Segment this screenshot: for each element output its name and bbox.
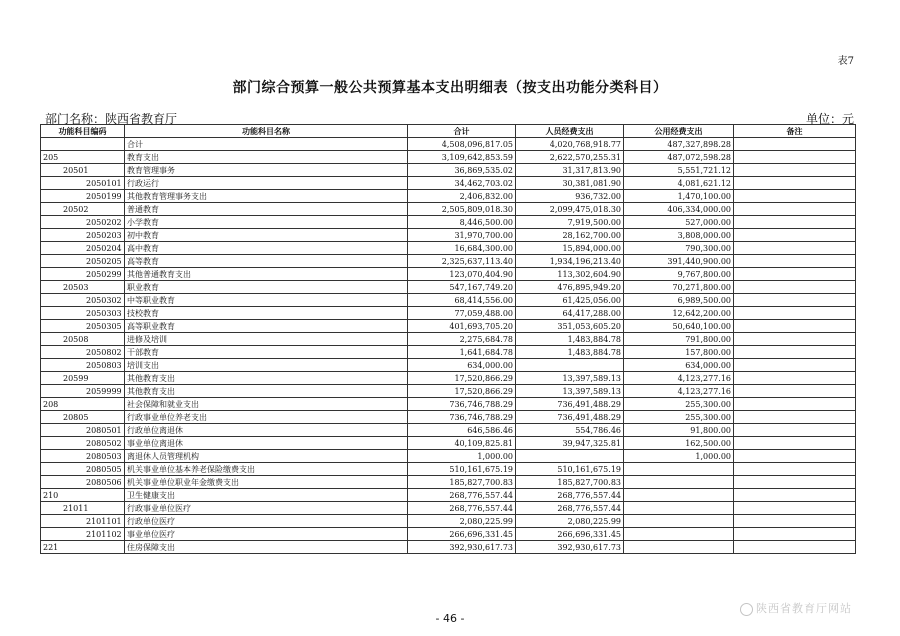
cell-total: 2,325,637,113.40: [408, 255, 516, 268]
cell-personnel: 13,397,589.13: [516, 385, 624, 398]
cell-total: 634,000.00: [408, 359, 516, 372]
cell-note: [734, 346, 856, 359]
table-row: [41, 177, 856, 190]
cell-personnel: 4,020,768,918.77: [516, 138, 624, 151]
cell-public: 3,808,000.00: [624, 229, 734, 242]
cell-total: 268,776,557.44: [408, 502, 516, 515]
cell-personnel: 13,397,589.13: [516, 372, 624, 385]
cell-personnel: 30,381,081.90: [516, 177, 624, 190]
cell-personnel: 392,930,617.73: [516, 541, 624, 554]
cell-code: 2080503: [41, 450, 125, 463]
cell-code: 2050205: [41, 255, 125, 268]
cell-total: 123,070,404.90: [408, 268, 516, 281]
header-personnel: 人员经费支出: [516, 125, 624, 138]
table-row: [41, 229, 856, 242]
header-note: 备注: [734, 125, 856, 138]
table-row: [41, 255, 856, 268]
cell-name: 住房保障支出: [125, 541, 408, 554]
cell-name: 社会保障和就业支出: [125, 398, 408, 411]
cell-personnel: 266,696,331.45: [516, 528, 624, 541]
table-row: [41, 307, 856, 320]
cell-note: [734, 411, 856, 424]
cell-code: [41, 138, 125, 151]
cell-code: 2050199: [41, 190, 125, 203]
cell-code: 20503: [41, 281, 125, 294]
cell-public: 487,072,598.28: [624, 151, 734, 164]
cell-personnel: 7,919,500.00: [516, 216, 624, 229]
cell-code: 205: [41, 151, 125, 164]
table-row: [41, 333, 856, 346]
cell-name: 普通教育: [125, 203, 408, 216]
cell-name: 高中教育: [125, 242, 408, 255]
cell-public: 162,500.00: [624, 437, 734, 450]
cell-code: 20508: [41, 333, 125, 346]
cell-code: 2050802: [41, 346, 125, 359]
cell-code: 20501: [41, 164, 125, 177]
cell-name: 卫生健康支出: [125, 489, 408, 502]
cell-personnel: 2,080,225.99: [516, 515, 624, 528]
cell-name: 职业教育: [125, 281, 408, 294]
cell-personnel: 510,161,675.19: [516, 463, 624, 476]
cell-total: 40,109,825.81: [408, 437, 516, 450]
cell-personnel: 736,491,488.29: [516, 411, 624, 424]
cell-public: [624, 476, 734, 489]
unit-label: 单位：元: [805, 112, 854, 126]
cell-public: 527,000.00: [624, 216, 734, 229]
cell-note: [734, 203, 856, 216]
cell-note: [734, 541, 856, 554]
cell-personnel: 1,483,884.78: [516, 346, 624, 359]
cell-total: 736,746,788.29: [408, 411, 516, 424]
header-name: 功能科目名称: [125, 125, 408, 138]
cell-note: [734, 502, 856, 515]
cell-total: 736,746,788.29: [408, 398, 516, 411]
cell-name: 教育支出: [125, 151, 408, 164]
header-public: 公用经费支出: [624, 125, 734, 138]
cell-name: 其他普通教育支出: [125, 268, 408, 281]
page-title: 部门综合预算一般公共预算基本支出明细表（按支出功能分类科目）: [232, 80, 668, 96]
cell-personnel: 28,162,700.00: [516, 229, 624, 242]
cell-personnel: 2,622,570,255.31: [516, 151, 624, 164]
cell-code: 20599: [41, 372, 125, 385]
cell-total: 392,930,617.73: [408, 541, 516, 554]
cell-name: 小学教育: [125, 216, 408, 229]
cell-name: 干部教育: [125, 346, 408, 359]
cell-code: 2050305: [41, 320, 125, 333]
cell-public: 4,123,277.16: [624, 385, 734, 398]
cell-total: 2,275,684.78: [408, 333, 516, 346]
cell-total: 77,059,488.00: [408, 307, 516, 320]
cell-name: 高等教育: [125, 255, 408, 268]
cell-code: 20502: [41, 203, 125, 216]
cell-total: 2,505,809,018.30: [408, 203, 516, 216]
cell-note: [734, 294, 856, 307]
cell-public: 50,640,100.00: [624, 320, 734, 333]
cell-note: [734, 437, 856, 450]
table-row: [41, 164, 856, 177]
cell-name: 进修及培训: [125, 333, 408, 346]
cell-name: 教育管理事务: [125, 164, 408, 177]
cell-total: 2,080,225.99: [408, 515, 516, 528]
cell-name: 行政单位医疗: [125, 515, 408, 528]
cell-note: [734, 398, 856, 411]
cell-note: [734, 177, 856, 190]
table-header-row: [41, 125, 856, 138]
cell-total: 36,869,535.02: [408, 164, 516, 177]
table-row: [41, 268, 856, 281]
cell-code: 2059999: [41, 385, 125, 398]
cell-note: [734, 190, 856, 203]
table-row: [41, 528, 856, 541]
table-row: [41, 411, 856, 424]
table-row: [41, 437, 856, 450]
cell-public: 487,327,898.28: [624, 138, 734, 151]
cell-note: [734, 385, 856, 398]
cell-personnel: 1,934,196,213.40: [516, 255, 624, 268]
table-row: [41, 385, 856, 398]
table-row: [41, 203, 856, 216]
cell-total: 268,776,557.44: [408, 489, 516, 502]
cell-name: 技校教育: [125, 307, 408, 320]
cell-personnel: 39,947,325.81: [516, 437, 624, 450]
cell-total: 31,970,700.00: [408, 229, 516, 242]
cell-note: [734, 476, 856, 489]
table-row: [41, 320, 856, 333]
cell-public: 1,470,100.00: [624, 190, 734, 203]
cell-name: 中等职业教育: [125, 294, 408, 307]
cell-code: 2080506: [41, 476, 125, 489]
budget-table: [40, 124, 856, 554]
table-row: [41, 216, 856, 229]
cell-name: 行政事业单位医疗: [125, 502, 408, 515]
cell-note: [734, 515, 856, 528]
table-row: [41, 398, 856, 411]
table-row: [41, 138, 856, 151]
cell-note: [734, 281, 856, 294]
cell-code: 2050202: [41, 216, 125, 229]
cell-public: [624, 541, 734, 554]
cell-name: 其他教育管理事务支出: [125, 190, 408, 203]
cell-public: 6,989,500.00: [624, 294, 734, 307]
cell-code: 2080502: [41, 437, 125, 450]
cell-code: 2050101: [41, 177, 125, 190]
cell-personnel: 476,895,949.20: [516, 281, 624, 294]
watermark-logo-icon: [740, 603, 753, 616]
cell-note: [734, 164, 856, 177]
cell-name: 培训支出: [125, 359, 408, 372]
cell-personnel: 554,786.46: [516, 424, 624, 437]
cell-note: [734, 242, 856, 255]
cell-personnel: 2,099,475,018.30: [516, 203, 624, 216]
department-label: 部门名称：陕西省教育厅: [45, 112, 178, 126]
cell-name: 机关事业单位职业年金缴费支出: [125, 476, 408, 489]
cell-personnel: 61,425,056.00: [516, 294, 624, 307]
cell-total: 1,641,684.78: [408, 346, 516, 359]
cell-total: 1,000.00: [408, 450, 516, 463]
table-row: [41, 346, 856, 359]
cell-personnel: 64,417,288.00: [516, 307, 624, 320]
cell-personnel: [516, 450, 624, 463]
cell-note: [734, 307, 856, 320]
cell-code: 2050302: [41, 294, 125, 307]
cell-public: 4,123,277.16: [624, 372, 734, 385]
table-row: [41, 515, 856, 528]
table-row: [41, 359, 856, 372]
cell-name: 其他教育支出: [125, 385, 408, 398]
cell-code: 2101102: [41, 528, 125, 541]
table-row: [41, 372, 856, 385]
cell-total: 34,462,703.02: [408, 177, 516, 190]
cell-note: [734, 424, 856, 437]
page-number: - 46 -: [435, 612, 465, 625]
table-row: [41, 541, 856, 554]
table-tag: 表7: [837, 56, 854, 67]
cell-note: [734, 255, 856, 268]
cell-personnel: 268,776,557.44: [516, 489, 624, 502]
table-row: [41, 281, 856, 294]
cell-public: [624, 515, 734, 528]
cell-public: 634,000.00: [624, 359, 734, 372]
cell-note: [734, 450, 856, 463]
cell-total: 3,109,642,853.59: [408, 151, 516, 164]
cell-total: 68,414,556.00: [408, 294, 516, 307]
cell-note: [734, 333, 856, 346]
cell-code: 2101101: [41, 515, 125, 528]
cell-note: [734, 489, 856, 502]
table-row: [41, 502, 856, 515]
cell-note: [734, 216, 856, 229]
cell-personnel: 113,302,604.90: [516, 268, 624, 281]
table-row: [41, 151, 856, 164]
cell-personnel: 351,053,605.20: [516, 320, 624, 333]
cell-total: 266,696,331.45: [408, 528, 516, 541]
watermark-text: 陕西省教育厅网站: [756, 602, 852, 615]
cell-code: 210: [41, 489, 125, 502]
cell-personnel: 268,776,557.44: [516, 502, 624, 515]
table-row: [41, 294, 856, 307]
cell-name: 事业单位离退休: [125, 437, 408, 450]
cell-public: 12,642,200.00: [624, 307, 734, 320]
cell-code: 2080505: [41, 463, 125, 476]
cell-total: 2,406,832.00: [408, 190, 516, 203]
cell-name: 行政运行: [125, 177, 408, 190]
cell-public: [624, 502, 734, 515]
header-total: 合计: [408, 125, 516, 138]
cell-note: [734, 463, 856, 476]
cell-note: [734, 268, 856, 281]
cell-note: [734, 229, 856, 242]
table-row: [41, 190, 856, 203]
cell-name: 行政单位离退休: [125, 424, 408, 437]
cell-public: 157,800.00: [624, 346, 734, 359]
cell-public: 255,300.00: [624, 398, 734, 411]
cell-note: [734, 528, 856, 541]
cell-total: 401,693,705.20: [408, 320, 516, 333]
cell-name: 高等职业教育: [125, 320, 408, 333]
table-row: [41, 450, 856, 463]
cell-note: [734, 151, 856, 164]
table-row: [41, 476, 856, 489]
cell-public: 791,800.00: [624, 333, 734, 346]
cell-name: 事业单位医疗: [125, 528, 408, 541]
cell-public: [624, 463, 734, 476]
cell-personnel: [516, 359, 624, 372]
cell-total: 8,446,500.00: [408, 216, 516, 229]
cell-total: 547,167,749.20: [408, 281, 516, 294]
cell-name: 行政事业单位养老支出: [125, 411, 408, 424]
cell-code: 2050203: [41, 229, 125, 242]
cell-code: 2050803: [41, 359, 125, 372]
cell-code: 2050204: [41, 242, 125, 255]
cell-public: 255,300.00: [624, 411, 734, 424]
cell-name: 初中教育: [125, 229, 408, 242]
cell-personnel: 31,317,813.90: [516, 164, 624, 177]
cell-personnel: 1,483,884.78: [516, 333, 624, 346]
cell-personnel: 736,491,488.29: [516, 398, 624, 411]
table-row: [41, 489, 856, 502]
cell-public: [624, 489, 734, 502]
cell-public: 4,081,621.12: [624, 177, 734, 190]
cell-total: 17,520,866.29: [408, 372, 516, 385]
cell-total: 16,684,300.00: [408, 242, 516, 255]
header-code: 功能科目编码: [41, 125, 125, 138]
watermark: [740, 600, 852, 616]
cell-public: 1,000.00: [624, 450, 734, 463]
cell-code: 2050303: [41, 307, 125, 320]
cell-public: 5,551,721.12: [624, 164, 734, 177]
cell-personnel: 185,827,700.83: [516, 476, 624, 489]
cell-name: 机关事业单位基本养老保险缴费支出: [125, 463, 408, 476]
cell-note: [734, 320, 856, 333]
table-row: [41, 242, 856, 255]
cell-total: 510,161,675.19: [408, 463, 516, 476]
cell-total: 4,508,096,817.05: [408, 138, 516, 151]
cell-public: 406,334,000.00: [624, 203, 734, 216]
cell-name: 离退休人员管理机构: [125, 450, 408, 463]
cell-code: 2080501: [41, 424, 125, 437]
cell-code: 21011: [41, 502, 125, 515]
table-row: [41, 463, 856, 476]
cell-public: 70,271,800.00: [624, 281, 734, 294]
cell-public: 91,800.00: [624, 424, 734, 437]
cell-code: 20805: [41, 411, 125, 424]
cell-code: 208: [41, 398, 125, 411]
cell-public: 9,767,800.00: [624, 268, 734, 281]
cell-personnel: 936,732.00: [516, 190, 624, 203]
cell-note: [734, 138, 856, 151]
cell-total: 185,827,700.83: [408, 476, 516, 489]
cell-code: 221: [41, 541, 125, 554]
cell-personnel: 15,894,000.00: [516, 242, 624, 255]
cell-total: 646,586.46: [408, 424, 516, 437]
cell-note: [734, 372, 856, 385]
table-row: [41, 424, 856, 437]
cell-public: [624, 528, 734, 541]
cell-public: 790,300.00: [624, 242, 734, 255]
cell-code: 2050299: [41, 268, 125, 281]
cell-public: 391,440,900.00: [624, 255, 734, 268]
cell-note: [734, 359, 856, 372]
cell-total: 17,520,866.29: [408, 385, 516, 398]
cell-name: 其他教育支出: [125, 372, 408, 385]
cell-name: 合计: [125, 138, 408, 151]
